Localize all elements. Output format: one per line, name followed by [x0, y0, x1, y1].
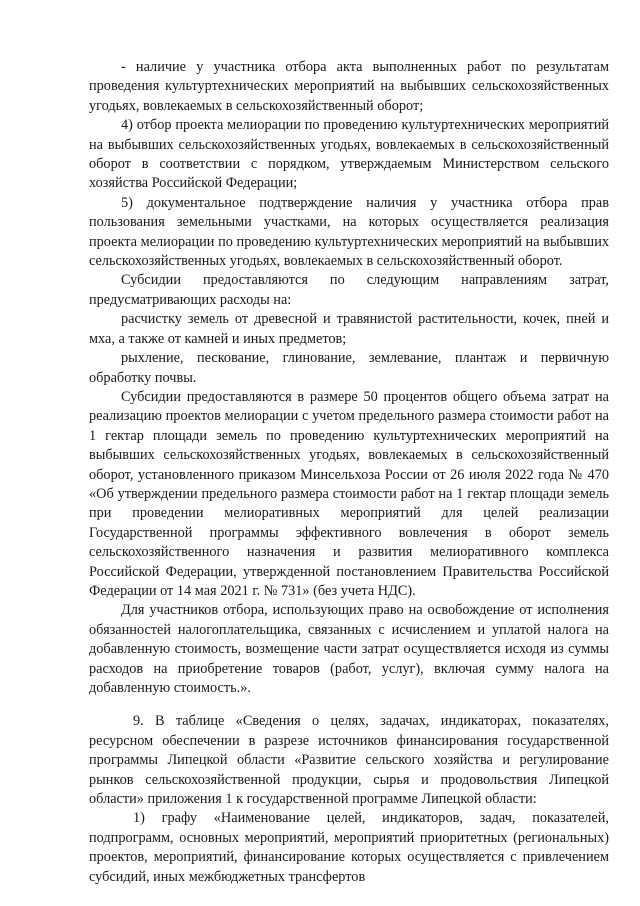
paragraph-item-4: 4) отбор проекта мелиорации по проведению культуртехнических мероприятий на выбывших сельскохозяйственных угодьях, вовлекаемых в сельскохозяйственный оборот в соответствии с порядком, утверждаемым Министерством сельского хозяйства Российской Федерации;	[89, 117, 609, 192]
paragraph-vat-exemption: Для участников отбора, использующих право на освобождение от исполнения обязанностей налогоплательщика, связанных с исчислением и уплатой налога на добавленную стоимость, возмещение части затрат осуществляется исходя из суммы расходов на приобретение товаров (работ, услуг), включая сумму налога на добавленную стоимость.».	[89, 602, 609, 696]
paragraph-subsidy-amount: Субсидии предоставляются в размере 50 процентов общего объема затрат на реализацию проектов мелиорации с учетом предельного размера стоимости работ на 1 гектар площади земель по проведению культуртехнических мероприятий на выбывших сельскохозяйственных угодьях, вовлекаемых в сельскохозяйственный оборот, установленного приказом Минсельхоза России от 26 июля 2022 года № 470 «Об утверждении предельного размера стоимости работ на 1 гектар площади земель при проведении мелиоративных мероприятий для целей реализации Государственной программы эффективного вовлечения в оборот земель сельскохозяйственного назначения и развития мелиоративного комплекса Российской Федерации, утвержденной постановлением Правительства Российской Федерации от 14 мая 2021 г. № 731» (без учета НДС).	[89, 388, 609, 599]
paragraph-land-clearing: расчистку земель от древесной и травянистой растительности, кочек, пней и мха, а также от камней и иных предметов;	[89, 311, 609, 347]
document-body	[89, 58, 609, 887]
paragraph-item-5: 5) документальное подтверждение наличия у участника отбора прав пользования земельными участками, на которых осуществляется реализация проекта мелиорации по проведению культуртехнических мероприятий на выбывших сельскохозяйственных угодьях, вовлекаемых в сельскохозяйственный оборот.	[89, 194, 609, 270]
paragraph-subsidy-directions: Субсидии предоставляются по следующим направлениям затрат, предусматривающих расходы на:	[89, 272, 609, 308]
paragraph-item-9: 9. В таблице «Сведения о целях, задачах, индикаторах, показателях, ресурсном обеспечении в разрезе источников финансирования государственной программы Липецкой области «Развитие сельского хозяйства и регулирование рынков сельскохозяйственной продукции, сырья и продовольствия Липецкой области» приложения 1 к государственной программе Липецкой области:	[89, 713, 609, 808]
paragraph-act-requirement: - наличие у участника отбора акта выполненных работ по результатам проведения культуртехнических мероприятий на выбывших сельскохозяйственных угодьях, вовлекаемых в сельскохозяйственный оборот;	[89, 59, 609, 114]
paragraph-column-names: 1) графу «Наименование целей, индикаторов, задач, показателей, подпрограмм, основных мероприятий, мероприятий приоритетных (региональных) проектов, мероприятий, финансирование которых осуществляется с привлечением субсидий, иных межбюджетных трансфертов	[89, 810, 609, 885]
paragraph-soil-treatment: рыхление, пескование, глинование, землевание, плантаж и первичную обработку почвы.	[89, 350, 609, 386]
